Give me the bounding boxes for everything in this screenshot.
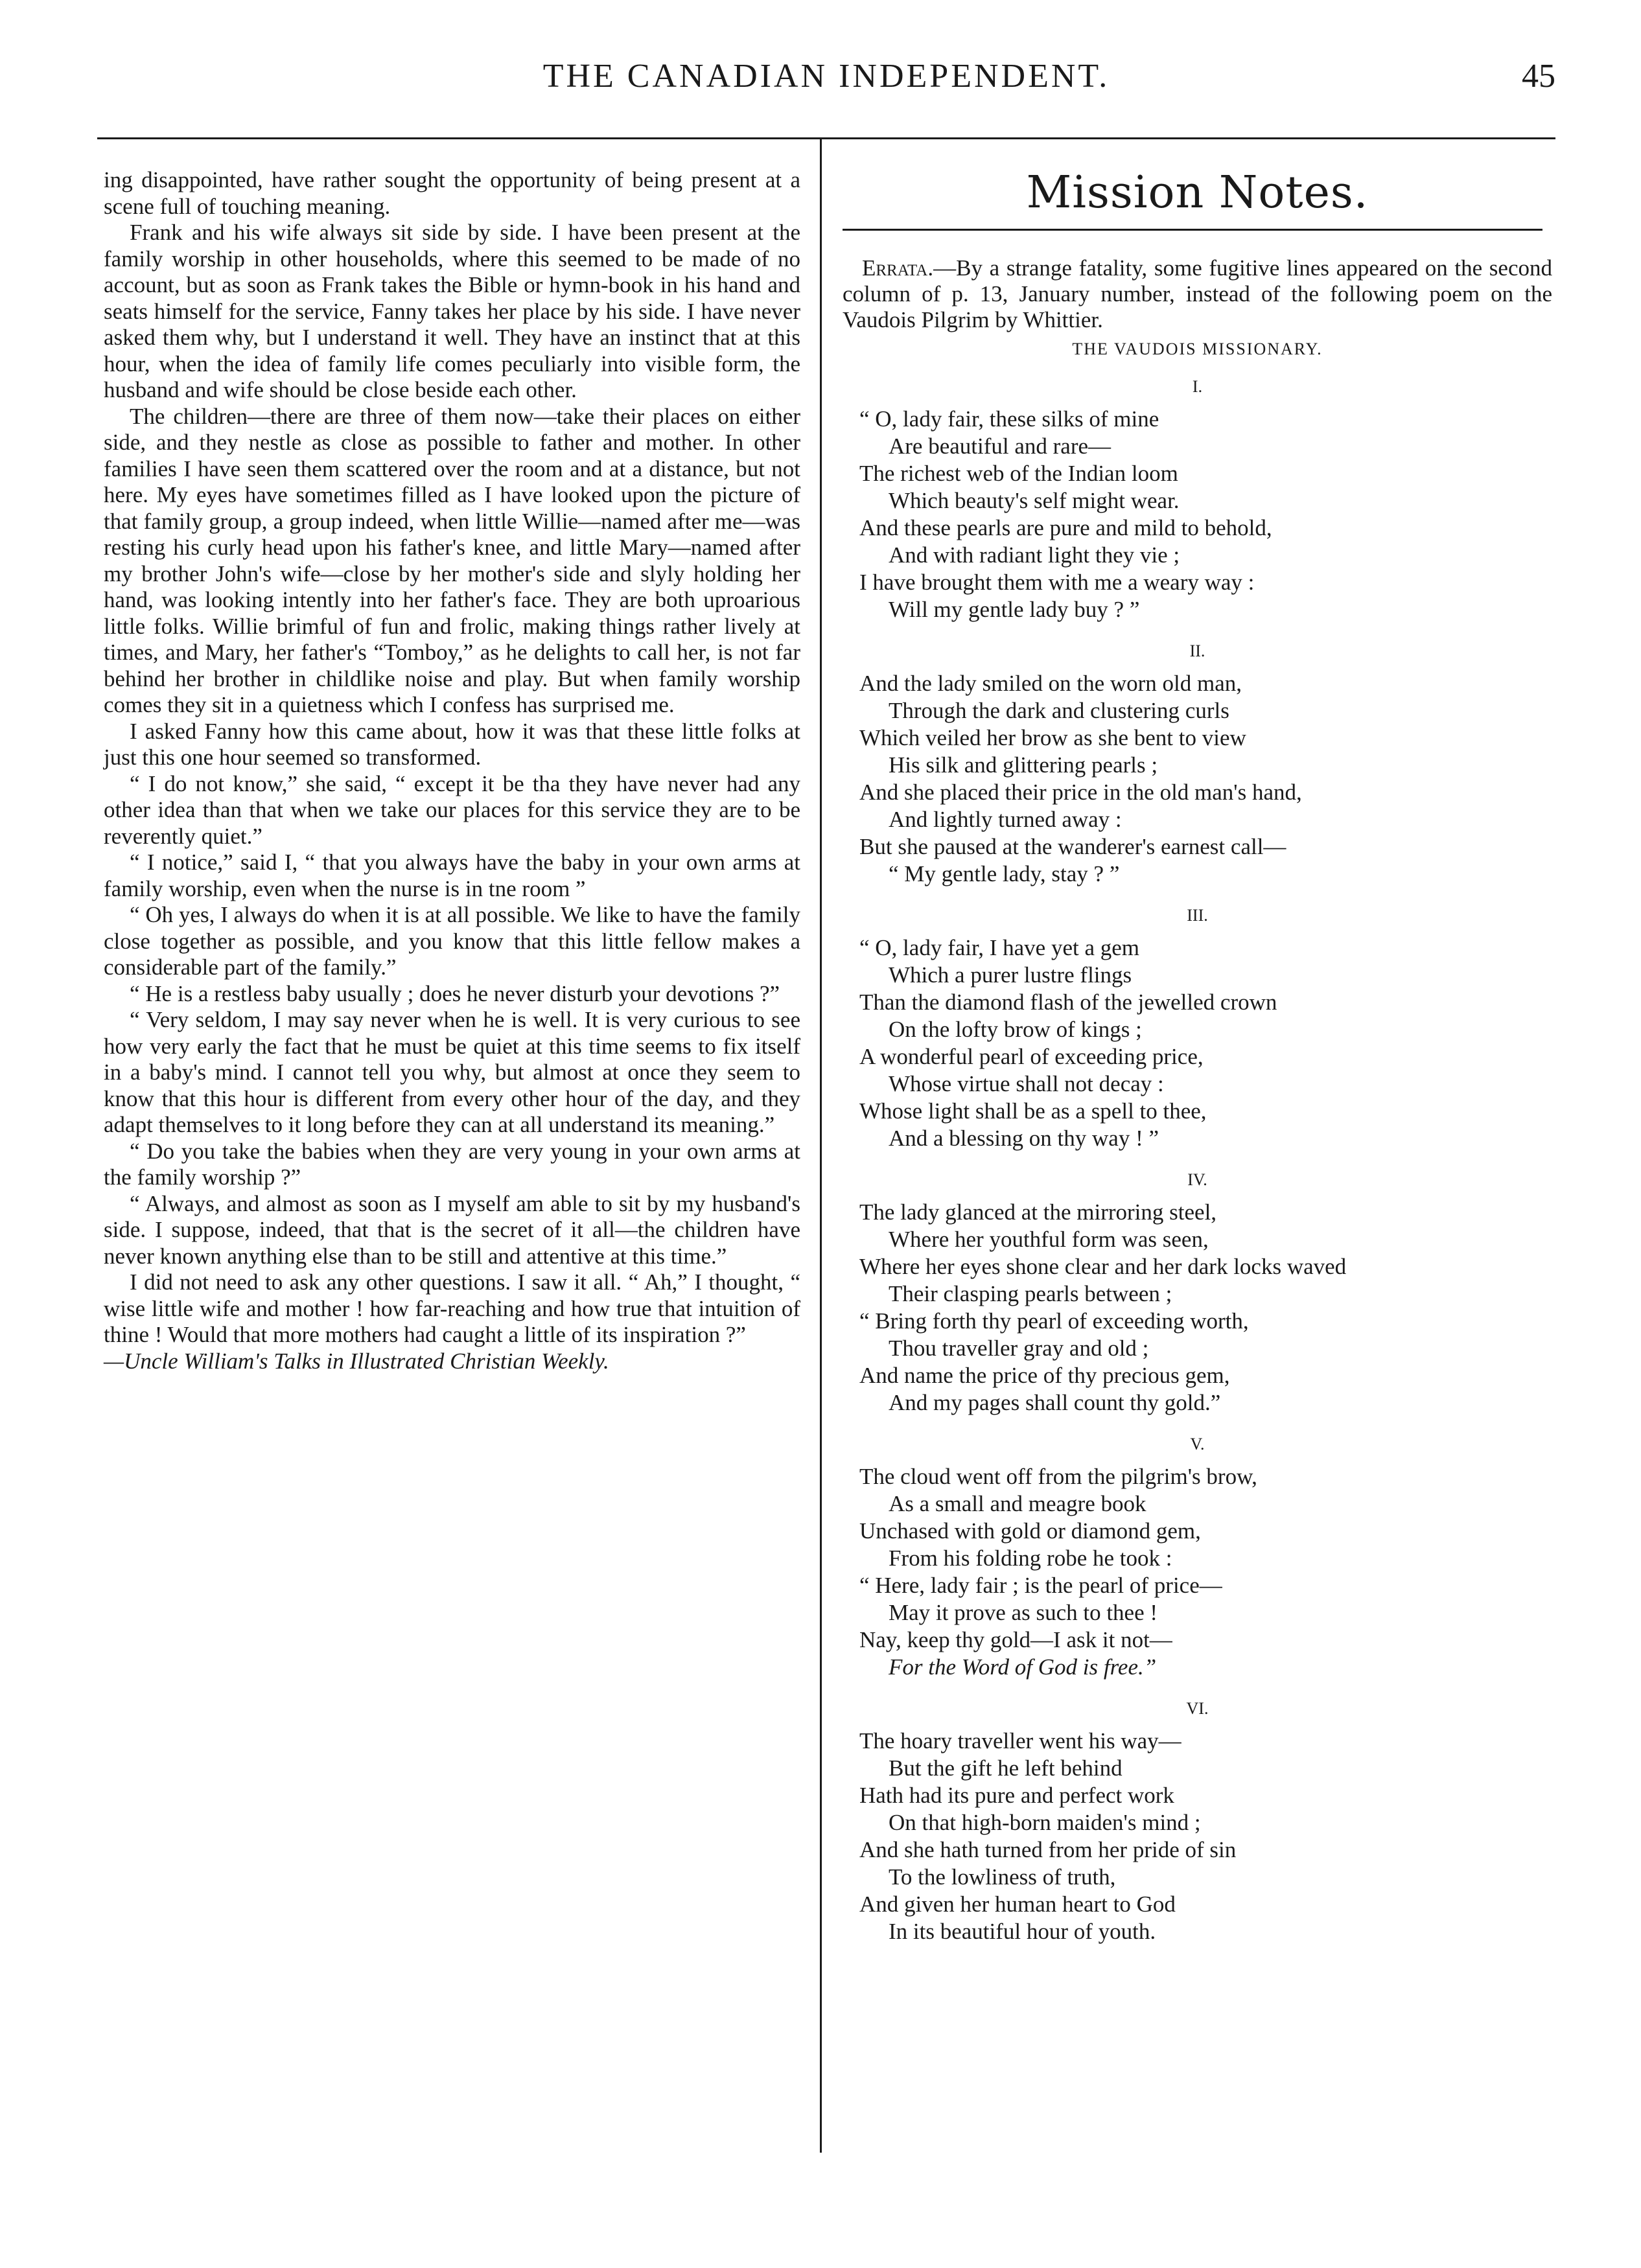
poem <box>843 377 1552 1945</box>
page-number: 45 <box>1522 58 1555 95</box>
header-rule <box>97 137 1555 139</box>
stanza <box>843 1199 1552 1417</box>
section-rule <box>843 229 1542 231</box>
paragraph: “ He is a restless baby usually ; does he never disturb your devotions ?” <box>130 980 780 1006</box>
poem-line: Unchased with gold or diamond gem, <box>859 1518 1201 1544</box>
poem-line: But she paused at the wanderer's earnest call— <box>859 834 1286 859</box>
poem-line: And the lady smiled on the worn old man, <box>859 671 1242 696</box>
poem-line: And a blessing on thy way ! ” <box>889 1126 1159 1151</box>
paragraph: ing disappointed, have rather sought the opportunity of being present at a scene full of touching meaning. <box>104 167 800 219</box>
stanza-number: II. <box>1189 642 1205 660</box>
poem-line: Than the diamond flash of the jewelled crown <box>859 989 1277 1015</box>
poem-line: And she placed their price in the old man's hand, <box>859 780 1302 805</box>
errata-note <box>843 255 1552 333</box>
poem-line: In its beautiful hour of youth. <box>889 1919 1156 1944</box>
right-column <box>843 162 1552 1945</box>
stanza <box>843 670 1552 888</box>
poem-line: And lightly turned away : <box>889 807 1122 832</box>
stanza <box>843 934 1552 1152</box>
paragraph: Frank and his wife always sit side by side. I have been present at the family worship in other households, where this seemed to be made of no account, but as soon as Frank takes the Bible or hymn-book in his hand and seats himself for the service, Fanny takes her place by his side. I have never asked them why, but I understand it well. They have an instinct that at this hour, when the idea of family life comes peculiarly into visible form, the husband and wife should be close beside each other. <box>104 220 800 402</box>
poem-line: The cloud went off from the pilgrim's brow, <box>859 1464 1257 1489</box>
poem-line: On the lofty brow of kings ; <box>889 1017 1142 1042</box>
poem-line: Which veiled her brow as she bent to view <box>859 725 1246 750</box>
stanza <box>843 406 1552 623</box>
poem-line: Where her eyes shone clear and her dark locks waved <box>859 1254 1347 1279</box>
poem-line: Will my gentle lady buy ? ” <box>889 597 1140 622</box>
section-title: Mission Notes. <box>1026 167 1369 218</box>
poem-line: As a small and meagre book <box>889 1491 1146 1516</box>
poem-line: And with radiant light they vie ; <box>889 542 1180 568</box>
paragraph: “ Very seldom, I may say never when he is well. It is very curious to see how very early the fact that he must be quiet at this time seems to fix itself in a baby's mind. I cannot tell you why, but almost at once they seem to know that this hour is different from every other hour of the day, and they adapt themselves to it long before they can at all understand its meaning.” <box>104 1007 800 1137</box>
poem-line: Their clasping pearls between ; <box>889 1281 1172 1306</box>
poem-line: His silk and glittering pearls ; <box>889 752 1158 778</box>
poem-line: And name the price of thy precious gem, <box>859 1363 1230 1388</box>
paragraph: “ Do you take the babies when they are very young in your own arms at the family worship ?” <box>104 1138 800 1190</box>
poem-line: On that high-born maiden's mind ; <box>889 1810 1201 1835</box>
poem-line: Thou traveller gray and old ; <box>889 1336 1149 1361</box>
paragraph: “ Oh yes, I always do when it is at all possible. We like to have the family close together as possible, and you know that this little fellow makes a considerable part of the family.” <box>104 902 800 980</box>
paragraph: “ I do not know,” she said, “ except it be tha they have never had any other idea than that when we take our places for this service they are to be reverently quiet.” <box>104 770 800 849</box>
poem-line: May it prove as such to thee ! <box>889 1600 1158 1625</box>
poem-line: And these pearls are pure and mild to behold, <box>859 515 1272 540</box>
poem-line: Are beautiful and rare— <box>889 434 1111 459</box>
stanza-number: III. <box>1187 906 1208 925</box>
stanza-number: V. <box>1190 1435 1205 1453</box>
poem-line: Which beauty's self might wear. <box>889 488 1180 513</box>
poem-line: “ My gentle lady, stay ? ” <box>889 861 1120 886</box>
stanza <box>843 1728 1552 1945</box>
paragraph: I did not need to ask any other questions. I saw it all. “ Ah,” I thought, “ wise little wife and mother ! how far-reaching and how true that intuition of thine ! Would that more mothers had caught a little of its inspiration ?” <box>104 1269 800 1347</box>
poem-line: Where her youthful form was seen, <box>889 1227 1209 1252</box>
attribution: —Uncle William's Talks in Illustrated Christian Weekly. <box>104 1348 609 1374</box>
poem-line: “ O, lady fair, I have yet a gem <box>859 935 1140 960</box>
errata-label: Errata. <box>862 255 934 281</box>
poem-line: The richest web of the Indian loom <box>859 461 1178 486</box>
poem-line: Nay, keep thy gold—I ask it not— <box>859 1627 1172 1652</box>
running-title: THE CANADIAN INDEPENDENT. <box>542 58 1110 95</box>
poem-line: Through the dark and clustering curls <box>889 698 1229 723</box>
stanza-number: I. <box>1192 377 1203 396</box>
poem-line: The lady glanced at the mirroring steel, <box>859 1199 1217 1225</box>
poem-line: Which a purer lustre flings <box>889 962 1132 988</box>
poem-line: And she hath turned from her pride of sin <box>859 1837 1237 1862</box>
stanza-number: IV. <box>1187 1170 1207 1189</box>
poem-line: Whose virtue shall not decay : <box>889 1071 1164 1096</box>
poem-line: I have brought them with me a weary way : <box>859 570 1255 595</box>
paragraph: “ Always, and almost as soon as I myself am able to sit by my husband's side. I suppose, indeed, that that is the secret of it all—the children have never known anything else than to be still and attentive at this time.” <box>104 1190 800 1269</box>
column-divider <box>820 137 822 2153</box>
poem-line: A wonderful pearl of exceeding price, <box>859 1044 1204 1069</box>
poem-line: And my pages shall count thy gold.” <box>889 1390 1221 1415</box>
stanza-number: VI. <box>1186 1699 1209 1718</box>
stanza <box>843 1463 1552 1681</box>
errata-text: —By a strange fatality, some fugitive lines appeared on the second column of p. 13, January number, instead of the following poem on the Vaudois Pilgrim by Whittier. <box>843 255 1552 332</box>
poem-line: For the Word of God is free.” <box>889 1654 1157 1680</box>
paragraph: I asked Fanny how this came about, how it was that these little folks at just this one hour seemed so transformed. <box>104 718 800 770</box>
poem-line: “ Here, lady fair ; is the pearl of price— <box>859 1573 1222 1598</box>
left-column <box>104 167 800 1374</box>
poem-line: And given her human heart to God <box>859 1892 1176 1917</box>
poem-line: From his folding robe he took : <box>889 1545 1172 1571</box>
poem-line: “ Bring forth thy pearl of exceeding worth, <box>859 1308 1249 1334</box>
poem-line: Hath had its pure and perfect work <box>859 1783 1174 1808</box>
paragraph: “ I notice,” said I, “ that you always have the baby in your own arms at family worship, even when the nurse is in tne room ” <box>104 850 800 901</box>
poem-line: But the gift he left behind <box>889 1755 1123 1781</box>
poem-line: “ O, lady fair, these silks of mine <box>859 406 1159 432</box>
poem-line: The hoary traveller went his way— <box>859 1728 1181 1753</box>
poem-line: To the lowliness of truth, <box>889 1864 1116 1890</box>
poem-line: Whose light shall be as a spell to thee, <box>859 1098 1207 1124</box>
page-header <box>97 57 1555 109</box>
paragraph: The children—there are three of them now—take their places on either side, and they nestle as close as possible to father and mother. In other families I have seen them scattered over the room and at a distance, but not here. My eyes have sometimes filled as I have looked upon the picture of that family group, a group indeed, when little Willie—named after me—was resting his curly head upon his father's knee, and little Mary—named after my brother John's wife—close by her mother's side and slyly holding her hand, was looking intently into her father's face. They are both uproarious little folks. Willie brimful of fun and frolic, making things rather lively at times, and Mary, her father's “Tomboy,” as he delights to call her, is not far behind her brother in childlike noise and play. But when family worship comes they sit in a quietness which I confess has surprised me. <box>104 403 800 717</box>
poem-title: THE VAUDOIS MISSIONARY. <box>1072 340 1323 358</box>
